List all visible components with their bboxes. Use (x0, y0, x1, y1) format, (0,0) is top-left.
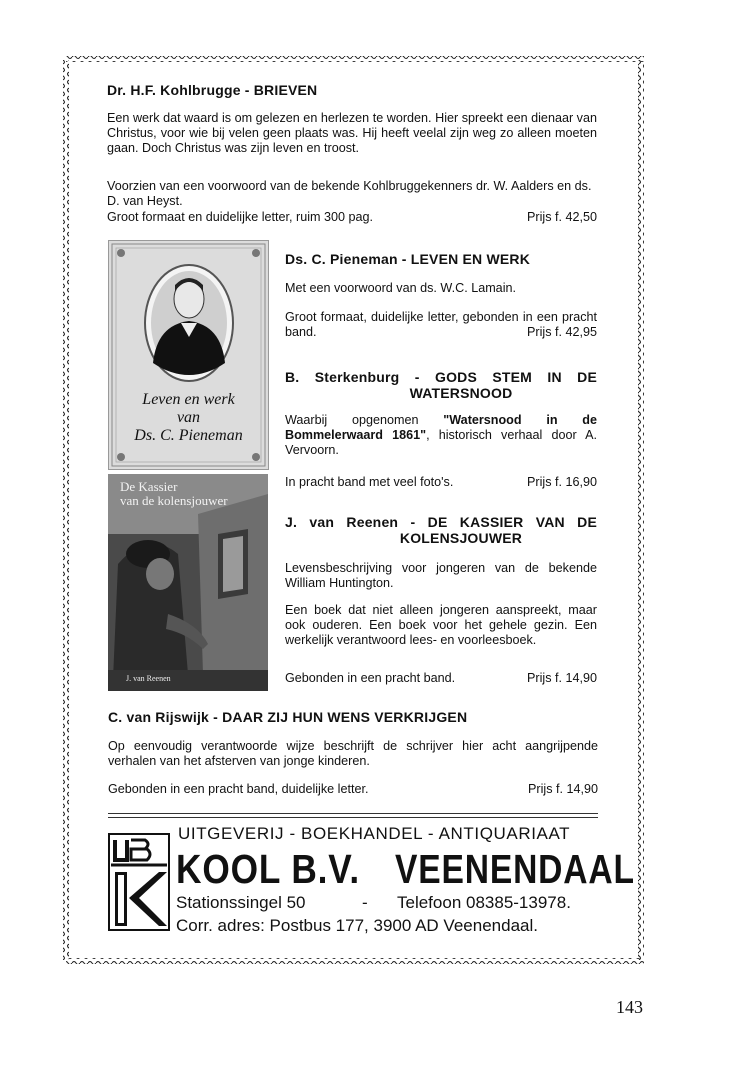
border-left (63, 60, 69, 960)
section4-price: Prijs f. 14,90 (527, 671, 597, 685)
border-bottom (66, 958, 644, 964)
section5-text: Op eenvoudig verantwoorde wijze beschrijft de schrijver hier acht aangrijpende verhalen van het afsterven van jonge kinderen. (108, 739, 598, 769)
book2-author: J. van Reenen (126, 674, 171, 683)
publisher-name: KOOL B.V. (176, 846, 361, 892)
section1-format: Groot formaat en duidelijke letter, ruim 300 pag. (107, 210, 374, 224)
section3-title-line2: WATERSNOOD (409, 385, 513, 401)
publisher-correspondence: Corr. adres: Postbus 177, 3900 AD Veenendaal. (176, 916, 538, 935)
section2-format-block (285, 310, 597, 340)
publisher-logo (107, 832, 171, 932)
section2-format: Groot formaat, duidelijke letter, gebonden in een pracht band. (285, 310, 597, 340)
section3-text-post: , historisch verhaal door A. Vervoorn. (285, 428, 597, 458)
section3-format: In pracht band met veel foto's. (285, 475, 454, 489)
section2-text: Met een voorwoord van ds. W.C. Lamain. (285, 281, 516, 295)
section3-text-pre: Waarbij opgenomen (285, 413, 444, 427)
section3-title-line1: B. Sterkenburg - GODS STEM IN DE (285, 369, 597, 385)
border-right (638, 60, 644, 960)
section1-text: Een werk dat waard is om gelezen en herlezen te worden. Hier spreekt een dienaar van Christus, voor wie bij velen geen plaats was. Hij heeft veelal zijn weg zo alleen moeten gaan. Doch Christus was zijn leven en troost. (107, 111, 597, 156)
section5-format-row (108, 782, 598, 797)
section1-price: Prijs f. 42,50 (527, 210, 597, 224)
section4-format: Gebonden in een pracht band. (285, 671, 456, 685)
section3-text (285, 413, 597, 459)
section5-format: Gebonden in een pracht band, duidelijke letter. (108, 782, 369, 796)
page-number: 143 (616, 997, 643, 1017)
section4-title-line1: J. van Reenen - DE KASSIER VAN DE (285, 514, 597, 530)
book1-line2: van (176, 409, 201, 426)
publisher-city: VEENENDAAL (395, 846, 635, 892)
section1-text2: Voorzien van een voorwoord van de bekende Kohlbruggekenners dr. W. Aalders en ds. D. van Heyst. (107, 179, 592, 209)
book-cover-kassier (108, 474, 268, 691)
section3-title (285, 369, 597, 401)
divider-line-2 (108, 817, 598, 818)
book2-title-line2: van de kolensjouwer (120, 493, 228, 508)
section3-text-bold: "Watersnood in de Bommelerwaard 1861" (285, 413, 597, 443)
section2-price: Prijs f. 42,95 (527, 325, 597, 339)
section4-format-row (285, 671, 597, 686)
book2-title-line1: De Kassier (120, 479, 178, 494)
book-cover-pieneman (108, 240, 269, 470)
section1-format-row (107, 210, 597, 225)
section1-title: Dr. H.F. Kohlbrugge - BRIEVEN (107, 82, 318, 98)
section3-format-row (285, 475, 597, 490)
section4-text2: Een boek dat niet alleen jongeren aanspreekt, maar ook ouderen. Een boek voor het gehele gezin. Een werkelijk verantwoord lees- en voorleesboek. (285, 603, 597, 648)
publisher-dash: - (362, 893, 368, 912)
section5-price: Prijs f. 14,90 (528, 782, 598, 796)
border-top (66, 56, 644, 62)
section4-title-line2: KOLENSJOUWER (399, 530, 523, 546)
section5-title: C. van Rijswijk - DAAR ZIJ HUN WENS VERKRIJGEN (108, 709, 468, 725)
divider-line-1 (108, 813, 598, 814)
ubk-logo-icon (107, 832, 171, 932)
publisher-tagline: UITGEVERIJ - BOEKHANDEL - ANTIQUARIAAT (178, 824, 571, 843)
book1-line3: Ds. C. Pieneman (134, 427, 243, 444)
section2-title: Ds. C. Pieneman - LEVEN EN WERK (285, 251, 531, 267)
book1-line1: Leven en werk (142, 391, 235, 408)
section4-text: Levensbeschrijving voor jongeren van de bekende William Huntington. (285, 561, 597, 591)
section3-price: Prijs f. 16,90 (527, 475, 597, 489)
section4-title (285, 514, 597, 546)
publisher-phone: Telefoon 08385-13978. (397, 893, 571, 912)
publisher-street: Stationssingel 50 (176, 893, 306, 912)
